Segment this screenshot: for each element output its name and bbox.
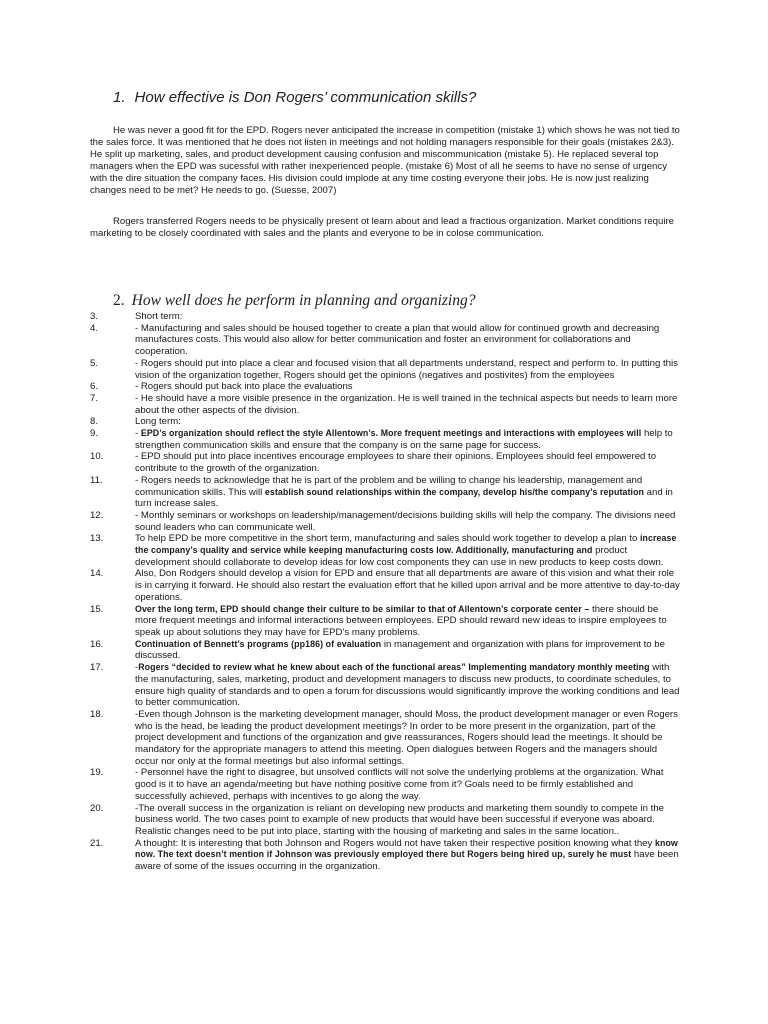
list-item	[90, 381, 680, 393]
list-item-text	[135, 451, 680, 474]
list-item	[90, 393, 680, 416]
list-item-number: 5.	[90, 357, 99, 369]
list-item-text	[135, 568, 680, 603]
list-item-text-plain: -	[135, 428, 141, 440]
list-item-text	[135, 381, 680, 393]
list-item-text-plain: Long term:	[135, 416, 181, 428]
list-item-text	[135, 767, 680, 802]
list-item-text	[135, 604, 680, 639]
list-item	[90, 767, 680, 802]
list-item-text	[135, 358, 680, 381]
paragraph-2-text: Rogers transferred Rogers needs to be physically present ot learn about and lead a fractious organization. Market conditions require marketing to be closely coordinated with sales and the plants and everyone to be in colose communication.	[90, 216, 675, 239]
list-item	[90, 533, 680, 568]
list-item-text	[135, 838, 680, 873]
list-item-text	[135, 639, 680, 662]
list-item-text	[135, 475, 680, 510]
list-item	[90, 323, 680, 358]
list-item-text-plain: - Manufacturing and sales should be housed together to create a plan that would allow for continued growth and decreasing manufactures costs. This would also allow for better communication and foster an environment for collaborations and cooperation.	[135, 322, 660, 358]
list-item-number: 15.	[90, 603, 104, 615]
list-item-text-continued: have been aware of some of the issues occurring in the organization.	[135, 849, 679, 873]
list-item-number: 11.	[90, 474, 103, 486]
list-item	[90, 428, 680, 451]
list-item-text-plain: Also, Don Rodgers should develop a vision for EPD and ensure that all departments are aware of this vision and what their role is in carrying it forward. He should also restart the evaluation effort that he killed upon arrival and be more attentive to day-to-day operations.	[135, 568, 680, 603]
list-item-text-bold: increase the company’s quality and service while keeping manufacturing costs low. Additionally, manufacturing and	[135, 533, 677, 556]
list-item	[90, 451, 680, 474]
list-item	[90, 662, 680, 709]
list-item-text-plain: - Personnel have the right to disagree, but unsolved conflicts will not solve the underlying problems at the organization. What good is it to have an agenda/meeting but have nothing positive come from it? Goals need to be firmly established and successfully achieved, perhaps with incentives to go along the way.	[135, 767, 664, 802]
paragraph-1-text: He was never a good fit for the EPD. Rogers never anticipated the increase in competition (mistake 1) which shows he was not tied to the sales force. It was mentioned that he does not listen in meetings and not holding managers responsible for their goals (mistakes 2&3). He split up marketing, sales, and product development causing confusion and miscommunication (mistake 5). He replaced several top managers when the EPD was sucessful with rather inexperienced people. (mistake 6) Most of all he seems to have no sense of urgency with the dire situation the company faces. His division could implode at any time costing everyone their jobs. He is now just realizing changes need to be met? He needs to go. (Suesse, 2007)	[90, 125, 680, 196]
list-item-number: 21.	[90, 837, 104, 849]
list-item-text-continued: with the manufacturing, sales, marketing, product and development managers to discuss new products, to coordinate schedules, to ensure high quality of standards and to open a forum for discussions would significantly improve the working conditions and lead to better communication.	[135, 662, 680, 709]
section-1-paragraph-1	[90, 125, 680, 196]
section-2-number: 2.	[113, 292, 125, 309]
section-1-paragraph-2	[90, 216, 680, 240]
list-item-text	[135, 662, 680, 709]
section-1-number: 1.	[113, 89, 126, 106]
section-1-heading	[113, 89, 476, 106]
list-item-text-continued: and in turn increase sales.	[135, 486, 673, 510]
list-item-text-plain: - Monthly seminars or workshops on leadership/management/decisions building skills will help the company. The divisions need sound leaders who can communicate well.	[135, 509, 676, 533]
list-item-text-continued: help to strengthen communication skills and ensure that the company is on the same page for success.	[135, 428, 673, 451]
list-item-number: 14.	[90, 568, 104, 580]
list-item-text-bold: establish sound relationships within the company, develop his/the company’s reputation	[264, 486, 645, 497]
list-item-text-plain: -Even though Johnson is the marketing development manager, should Moss, the product development manager or even Rogers who is the head, be leading the product development meetings? In order to be more present in the organization, part of the project development and functions of the organization and give reassurances, Rogers should lead the meetings. It should be mandatory for the appropriate managers to attend this meeting. Open dialogues between Rogers and the managers should occur nor only at the formal meetings but also informal settings.	[135, 708, 678, 767]
list-item-text-bold: Over the long term, EPD should change their culture to be similar to that of Allentown’s corporate center –	[135, 603, 590, 614]
list-item-number: 20.	[90, 802, 104, 814]
list-item-text-plain: - EPD should put into place incentives encourage employees to share their opinions. Employees should feel empowered to contribute to the growth of the organization.	[135, 451, 657, 475]
list-item	[90, 510, 680, 533]
list-item-text-continued: in management and organization with plans for improvement to be discussed.	[135, 638, 665, 662]
list-item-text	[135, 311, 680, 323]
list-item-text-plain: Short term:	[135, 311, 183, 322]
list-item-number: 17.	[90, 662, 104, 674]
list-item-text-plain: - He should have a more visible presence in the organization. He is well trained in the technical aspects but needs to learn more about the other aspects of the division.	[135, 392, 678, 416]
list-item	[90, 358, 680, 381]
list-item-text-bold: Continuation of Bennett’s programs (pp186) of evaluation	[135, 638, 382, 649]
list-item	[90, 416, 680, 428]
list-item-number: 8.	[90, 416, 99, 428]
list-item-number: 12.	[90, 509, 104, 521]
list-item-text-plain: A thought: It is interesting that both Johnson and Rogers would not have taken their respective position knowing what they	[135, 837, 655, 849]
list-item-number: 4.	[90, 322, 99, 334]
list-item-text-plain: -	[135, 662, 139, 674]
list-item-text	[135, 428, 680, 451]
list-item-text	[135, 533, 680, 568]
list-item-number: 19.	[90, 767, 104, 779]
list-item-number: 13.	[90, 533, 104, 545]
list-item-text	[135, 416, 680, 428]
list-item-text-continued: there should be more frequent meetings and informal interactions between employees. EPD should reward new ideas to inspire employees to speak up about solutions they may have for EPD’s many problems.	[135, 603, 667, 638]
list-item	[90, 803, 680, 838]
list-item-number: 3.	[90, 311, 99, 322]
list-item-number: 9.	[90, 428, 99, 440]
list-item-text-bold: know now. The text doesn’t mention if Johnson was previously employed there but Rogers being hired up, surely he must	[135, 837, 678, 860]
list-item-text	[135, 709, 680, 768]
list-item	[90, 838, 680, 873]
list-item-text	[135, 510, 680, 533]
list-item-text	[135, 323, 680, 358]
list-item	[90, 709, 680, 768]
list-item-number: 16.	[90, 638, 104, 650]
list-item-text-bold: Rogers “decided to review what he knew about each of the functional areas” Implementing mandatory monthly meeting	[138, 662, 650, 673]
list-item	[90, 604, 680, 639]
list-item-number: 10.	[90, 451, 104, 463]
list-item	[90, 475, 680, 510]
list-item-text	[135, 803, 680, 838]
list-item-text-plain: To help EPD be more competitive in the short term, manufacturing and sales should work together to develop a plan to	[135, 533, 641, 545]
section-1-title: How effective is Don Rogers’ communication skills?	[134, 89, 477, 106]
list-item	[90, 639, 680, 662]
numbered-list	[90, 311, 680, 873]
list-item-text-continued: product development should collaborate to develop ideas for low cost components they can use in new products to keep costs down.	[135, 545, 664, 568]
list-item-text-plain: - Rogers should put into place a clear and focused vision that all departments understand, respect and perform to. In putting this vision of the organization together, Rogers should get the opinions (negatives and postivites) from the employees	[135, 357, 678, 381]
list-item-text	[135, 393, 680, 416]
list-item-number: 7.	[90, 392, 99, 404]
list-item-text-plain: - Rogers needs to acknowledge that he is part of the problem and be willing to change his leadership, management and communication skills. This will	[135, 474, 643, 498]
list-item-text-plain: -The overall success in the organization is reliant on developing new products and marketing them soundly to compete in the business world. The two cases point to example of new products that would have been successful if everyone was aboard. Realistic changes need to be put into place, starting with the housing of marketing and sales in the same location..	[135, 802, 665, 837]
list-item	[90, 568, 680, 603]
list-item-text-bold: EPD’s organization should reflect the style Allentown’s. More frequent meetings and interactions with employees will	[140, 428, 642, 439]
list-item-number: 18.	[90, 708, 104, 720]
list-item-text-plain: - Rogers should put back into place the evaluations	[135, 381, 353, 393]
list-item	[90, 311, 680, 323]
section-2-heading	[113, 292, 476, 310]
section-2-title: How well does he perform in planning and organizing?	[131, 292, 476, 309]
list-item-number: 6.	[90, 381, 99, 393]
